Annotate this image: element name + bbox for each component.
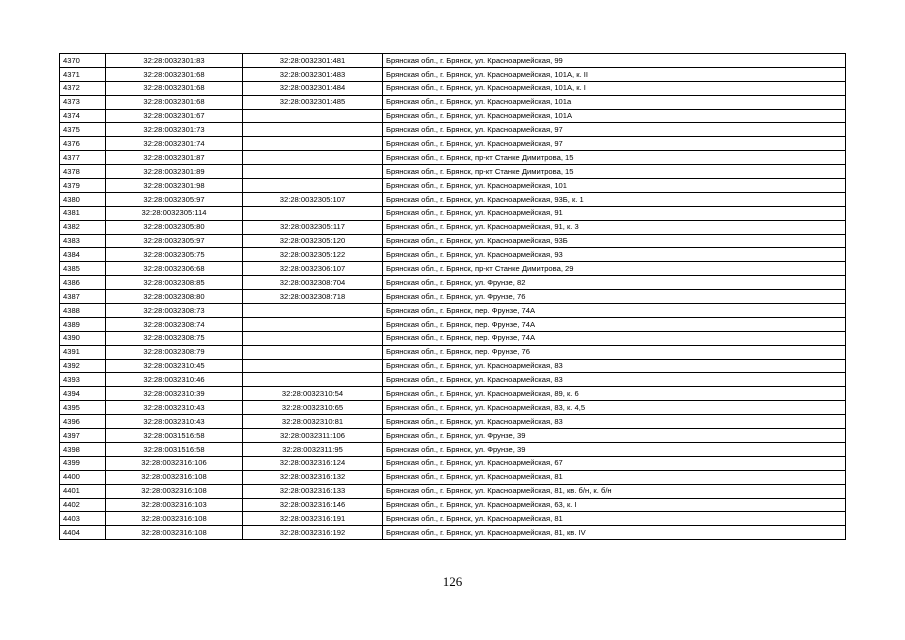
related-cadastral-number-cell: 32:28:0032316:124 <box>243 456 383 470</box>
row-number-cell: 4381 <box>60 206 106 220</box>
related-cadastral-number-cell: 32:28:0032311:106 <box>243 429 383 443</box>
cadastral-number-cell: 32:28:0032305:75 <box>106 248 243 262</box>
table-row <box>60 415 846 429</box>
table-row <box>60 123 846 137</box>
related-cadastral-number-cell: 32:28:0032305:120 <box>243 234 383 248</box>
row-number-cell: 4394 <box>60 387 106 401</box>
address-cell: Брянская обл., г. Брянск, ул. Красноармейская, 83, к. 4,5 <box>383 401 846 415</box>
table-row <box>60 67 846 81</box>
address-cell: Брянская обл., г. Брянск, ул. Красноармейская, 101 <box>383 179 846 193</box>
cadastral-number-cell: 32:28:0031516:58 <box>106 442 243 456</box>
table-row <box>60 456 846 470</box>
address-cell: Брянская обл., г. Брянск, ул. Красноармейская, 101А <box>383 109 846 123</box>
table-row <box>60 359 846 373</box>
table-row <box>60 54 846 68</box>
related-cadastral-number-cell: 32:28:0032305:122 <box>243 248 383 262</box>
cadastral-number-cell: 32:28:0032308:85 <box>106 276 243 290</box>
related-cadastral-number-cell: 32:28:0032305:117 <box>243 220 383 234</box>
address-cell: Брянская обл., г. Брянск, ул. Красноармейская, 101А, к. I <box>383 81 846 95</box>
address-cell: Брянская обл., г. Брянск, ул. Красноармейская, 81, кв. б/н, к. б/н <box>383 484 846 498</box>
table-row <box>60 206 846 220</box>
related-cadastral-number-cell: 32:28:0032301:484 <box>243 81 383 95</box>
row-number-cell: 4377 <box>60 151 106 165</box>
address-cell: Брянская обл., г. Брянск, пр-кт Станке Димитрова, 29 <box>383 262 846 276</box>
related-cadastral-number-cell: 32:28:0032316:192 <box>243 526 383 540</box>
address-cell: Брянская обл., г. Брянск, ул. Красноармейская, 83 <box>383 415 846 429</box>
cadastral-number-cell: 32:28:0032301:83 <box>106 54 243 68</box>
address-cell: Брянская обл., г. Брянск, ул. Фрунзе, 39 <box>383 429 846 443</box>
row-number-cell: 4392 <box>60 359 106 373</box>
related-cadastral-number-cell <box>243 345 383 359</box>
cadastral-number-cell: 32:28:0032301:73 <box>106 123 243 137</box>
related-cadastral-number-cell <box>243 123 383 137</box>
cadastral-number-cell: 32:28:0032316:108 <box>106 484 243 498</box>
cadastral-number-cell: 32:28:0032305:97 <box>106 192 243 206</box>
cadastral-number-cell: 32:28:0032301:68 <box>106 81 243 95</box>
row-number-cell: 4390 <box>60 331 106 345</box>
table-row <box>60 373 846 387</box>
cadastral-number-cell: 32:28:0032316:103 <box>106 498 243 512</box>
row-number-cell: 4400 <box>60 470 106 484</box>
address-cell: Брянская обл., г. Брянск, ул. Красноармейская, 99 <box>383 54 846 68</box>
table-row <box>60 442 846 456</box>
address-cell: Брянская обл., г. Брянск, пер. Фрунзе, 74А <box>383 317 846 331</box>
table-row <box>60 304 846 318</box>
table-row <box>60 484 846 498</box>
row-number-cell: 4396 <box>60 415 106 429</box>
cadastral-number-cell: 32:28:0032308:75 <box>106 331 243 345</box>
table-row <box>60 109 846 123</box>
address-cell: Брянская обл., г. Брянск, ул. Фрунзе, 39 <box>383 442 846 456</box>
table-row <box>60 429 846 443</box>
address-cell: Брянская обл., г. Брянск, ул. Красноармейская, 81, кв. IV <box>383 526 846 540</box>
cadastral-number-cell: 32:28:0032316:108 <box>106 512 243 526</box>
cadastral-number-cell: 32:28:0032310:46 <box>106 373 243 387</box>
table-row <box>60 290 846 304</box>
related-cadastral-number-cell: 32:28:0032316:133 <box>243 484 383 498</box>
cadastral-number-cell: 32:28:0032310:43 <box>106 415 243 429</box>
related-cadastral-number-cell: 32:28:0032316:191 <box>243 512 383 526</box>
related-cadastral-number-cell <box>243 373 383 387</box>
related-cadastral-number-cell <box>243 317 383 331</box>
related-cadastral-number-cell <box>243 359 383 373</box>
row-number-cell: 4384 <box>60 248 106 262</box>
address-cell: Брянская обл., г. Брянск, ул. Красноармейская, 81 <box>383 512 846 526</box>
row-number-cell: 4404 <box>60 526 106 540</box>
table-row <box>60 526 846 540</box>
row-number-cell: 4376 <box>60 137 106 151</box>
row-number-cell: 4373 <box>60 95 106 109</box>
table-row <box>60 276 846 290</box>
address-cell: Брянская обл., г. Брянск, ул. Красноармейская, 97 <box>383 123 846 137</box>
related-cadastral-number-cell <box>243 331 383 345</box>
table-row <box>60 512 846 526</box>
cadastral-number-cell: 32:28:0032310:43 <box>106 401 243 415</box>
row-number-cell: 4401 <box>60 484 106 498</box>
table-row <box>60 220 846 234</box>
cadastral-number-cell: 32:28:0032308:79 <box>106 345 243 359</box>
table-body <box>60 54 846 540</box>
address-cell: Брянская обл., г. Брянск, ул. Красноармейская, 67 <box>383 456 846 470</box>
row-number-cell: 4389 <box>60 317 106 331</box>
cadastral-number-cell: 32:28:0032306:68 <box>106 262 243 276</box>
address-cell: Брянская обл., г. Брянск, пер. Фрунзе, 74А <box>383 331 846 345</box>
cadastral-number-cell: 32:28:0031516:58 <box>106 429 243 443</box>
cadastral-number-cell: 32:28:0032305:114 <box>106 206 243 220</box>
cadastral-number-cell: 32:28:0032301:87 <box>106 151 243 165</box>
row-number-cell: 4378 <box>60 165 106 179</box>
related-cadastral-number-cell <box>243 151 383 165</box>
table-row <box>60 165 846 179</box>
address-cell: Брянская обл., г. Брянск, ул. Красноармейская, 101А, к. II <box>383 67 846 81</box>
row-number-cell: 4375 <box>60 123 106 137</box>
table-row <box>60 262 846 276</box>
row-number-cell: 4402 <box>60 498 106 512</box>
related-cadastral-number-cell: 32:28:0032310:65 <box>243 401 383 415</box>
cadastral-number-cell: 32:28:0032316:108 <box>106 526 243 540</box>
related-cadastral-number-cell: 32:28:0032308:718 <box>243 290 383 304</box>
row-number-cell: 4374 <box>60 109 106 123</box>
row-number-cell: 4380 <box>60 192 106 206</box>
row-number-cell: 4387 <box>60 290 106 304</box>
cadastral-number-cell: 32:28:0032301:68 <box>106 67 243 81</box>
address-cell: Брянская обл., г. Брянск, ул. Красноармейская, 101а <box>383 95 846 109</box>
row-number-cell: 4388 <box>60 304 106 318</box>
address-cell: Брянская обл., г. Брянск, пр-кт Станке Димитрова, 15 <box>383 151 846 165</box>
row-number-cell: 4379 <box>60 179 106 193</box>
address-cell: Брянская обл., г. Брянск, ул. Красноармейская, 91, к. 3 <box>383 220 846 234</box>
address-cell: Брянская обл., г. Брянск, ул. Красноармейская, 91 <box>383 206 846 220</box>
address-cell: Брянская обл., г. Брянск, ул. Красноармейская, 81 <box>383 470 846 484</box>
cadastral-number-cell: 32:28:0032308:80 <box>106 290 243 304</box>
related-cadastral-number-cell <box>243 165 383 179</box>
cadastral-number-cell: 32:28:0032310:39 <box>106 387 243 401</box>
cadastral-number-cell: 32:28:0032308:73 <box>106 304 243 318</box>
related-cadastral-number-cell <box>243 109 383 123</box>
cadastral-number-cell: 32:28:0032301:98 <box>106 179 243 193</box>
table-row <box>60 248 846 262</box>
table-row <box>60 387 846 401</box>
row-number-cell: 4371 <box>60 67 106 81</box>
address-cell: Брянская обл., г. Брянск, ул. Красноармейская, 97 <box>383 137 846 151</box>
table-row <box>60 401 846 415</box>
cadastral-number-cell: 32:28:0032310:45 <box>106 359 243 373</box>
cadastral-number-cell: 32:28:0032301:74 <box>106 137 243 151</box>
address-cell: Брянская обл., г. Брянск, ул. Красноармейская, 83 <box>383 359 846 373</box>
table-row <box>60 137 846 151</box>
row-number-cell: 4370 <box>60 54 106 68</box>
related-cadastral-number-cell: 32:28:0032311:95 <box>243 442 383 456</box>
related-cadastral-number-cell: 32:28:0032306:107 <box>243 262 383 276</box>
related-cadastral-number-cell: 32:28:0032301:481 <box>243 54 383 68</box>
address-cell: Брянская обл., г. Брянск, пер. Фрунзе, 74А <box>383 304 846 318</box>
table-row <box>60 81 846 95</box>
table-row <box>60 234 846 248</box>
related-cadastral-number-cell: 32:28:0032310:54 <box>243 387 383 401</box>
row-number-cell: 4372 <box>60 81 106 95</box>
page-number: 126 <box>442 574 463 589</box>
related-cadastral-number-cell: 32:28:0032310:81 <box>243 415 383 429</box>
row-number-cell: 4399 <box>60 456 106 470</box>
row-number-cell: 4391 <box>60 345 106 359</box>
cadastral-number-cell: 32:28:0032305:80 <box>106 220 243 234</box>
address-cell: Брянская обл., г. Брянск, ул. Красноармейская, 93Б <box>383 234 846 248</box>
row-number-cell: 4397 <box>60 429 106 443</box>
row-number-cell: 4385 <box>60 262 106 276</box>
table-row <box>60 498 846 512</box>
related-cadastral-number-cell <box>243 304 383 318</box>
row-number-cell: 4393 <box>60 373 106 387</box>
row-number-cell: 4403 <box>60 512 106 526</box>
address-cell: Брянская обл., г. Брянск, ул. Красноармейская, 89, к. 6 <box>383 387 846 401</box>
table-row <box>60 317 846 331</box>
address-cell: Брянская обл., г. Брянск, пер. Фрунзе, 76 <box>383 345 846 359</box>
table-row <box>60 345 846 359</box>
table-row <box>60 151 846 165</box>
row-number-cell: 4398 <box>60 442 106 456</box>
related-cadastral-number-cell <box>243 206 383 220</box>
table-row <box>60 470 846 484</box>
cadastral-number-cell: 32:28:0032301:68 <box>106 95 243 109</box>
address-cell: Брянская обл., г. Брянск, ул. Красноармейская, 93Б, к. 1 <box>383 192 846 206</box>
table-row <box>60 331 846 345</box>
related-cadastral-number-cell: 32:28:0032305:107 <box>243 192 383 206</box>
table-row <box>60 179 846 193</box>
address-cell: Брянская обл., г. Брянск, ул. Красноармейская, 63, к. I <box>383 498 846 512</box>
related-cadastral-number-cell: 32:28:0032301:483 <box>243 67 383 81</box>
cadastral-number-cell: 32:28:0032301:67 <box>106 109 243 123</box>
related-cadastral-number-cell: 32:28:0032308:704 <box>243 276 383 290</box>
table-row <box>60 192 846 206</box>
row-number-cell: 4383 <box>60 234 106 248</box>
address-cell: Брянская обл., г. Брянск, ул. Фрунзе, 76 <box>383 290 846 304</box>
cadastral-table <box>59 53 846 540</box>
related-cadastral-number-cell <box>243 137 383 151</box>
address-cell: Брянская обл., г. Брянск, ул. Красноармейская, 93 <box>383 248 846 262</box>
related-cadastral-number-cell: 32:28:0032316:132 <box>243 470 383 484</box>
address-cell: Брянская обл., г. Брянск, ул. Фрунзе, 82 <box>383 276 846 290</box>
row-number-cell: 4395 <box>60 401 106 415</box>
cadastral-number-cell: 32:28:0032301:89 <box>106 165 243 179</box>
related-cadastral-number-cell: 32:28:0032316:146 <box>243 498 383 512</box>
row-number-cell: 4382 <box>60 220 106 234</box>
address-cell: Брянская обл., г. Брянск, ул. Красноармейская, 83 <box>383 373 846 387</box>
cadastral-number-cell: 32:28:0032316:106 <box>106 456 243 470</box>
cadastral-number-cell: 32:28:0032305:97 <box>106 234 243 248</box>
cadastral-number-cell: 32:28:0032308:74 <box>106 317 243 331</box>
row-number-cell: 4386 <box>60 276 106 290</box>
related-cadastral-number-cell: 32:28:0032301:485 <box>243 95 383 109</box>
related-cadastral-number-cell <box>243 179 383 193</box>
cadastral-number-cell: 32:28:0032316:108 <box>106 470 243 484</box>
table-row <box>60 95 846 109</box>
address-cell: Брянская обл., г. Брянск, пр-кт Станке Димитрова, 15 <box>383 165 846 179</box>
